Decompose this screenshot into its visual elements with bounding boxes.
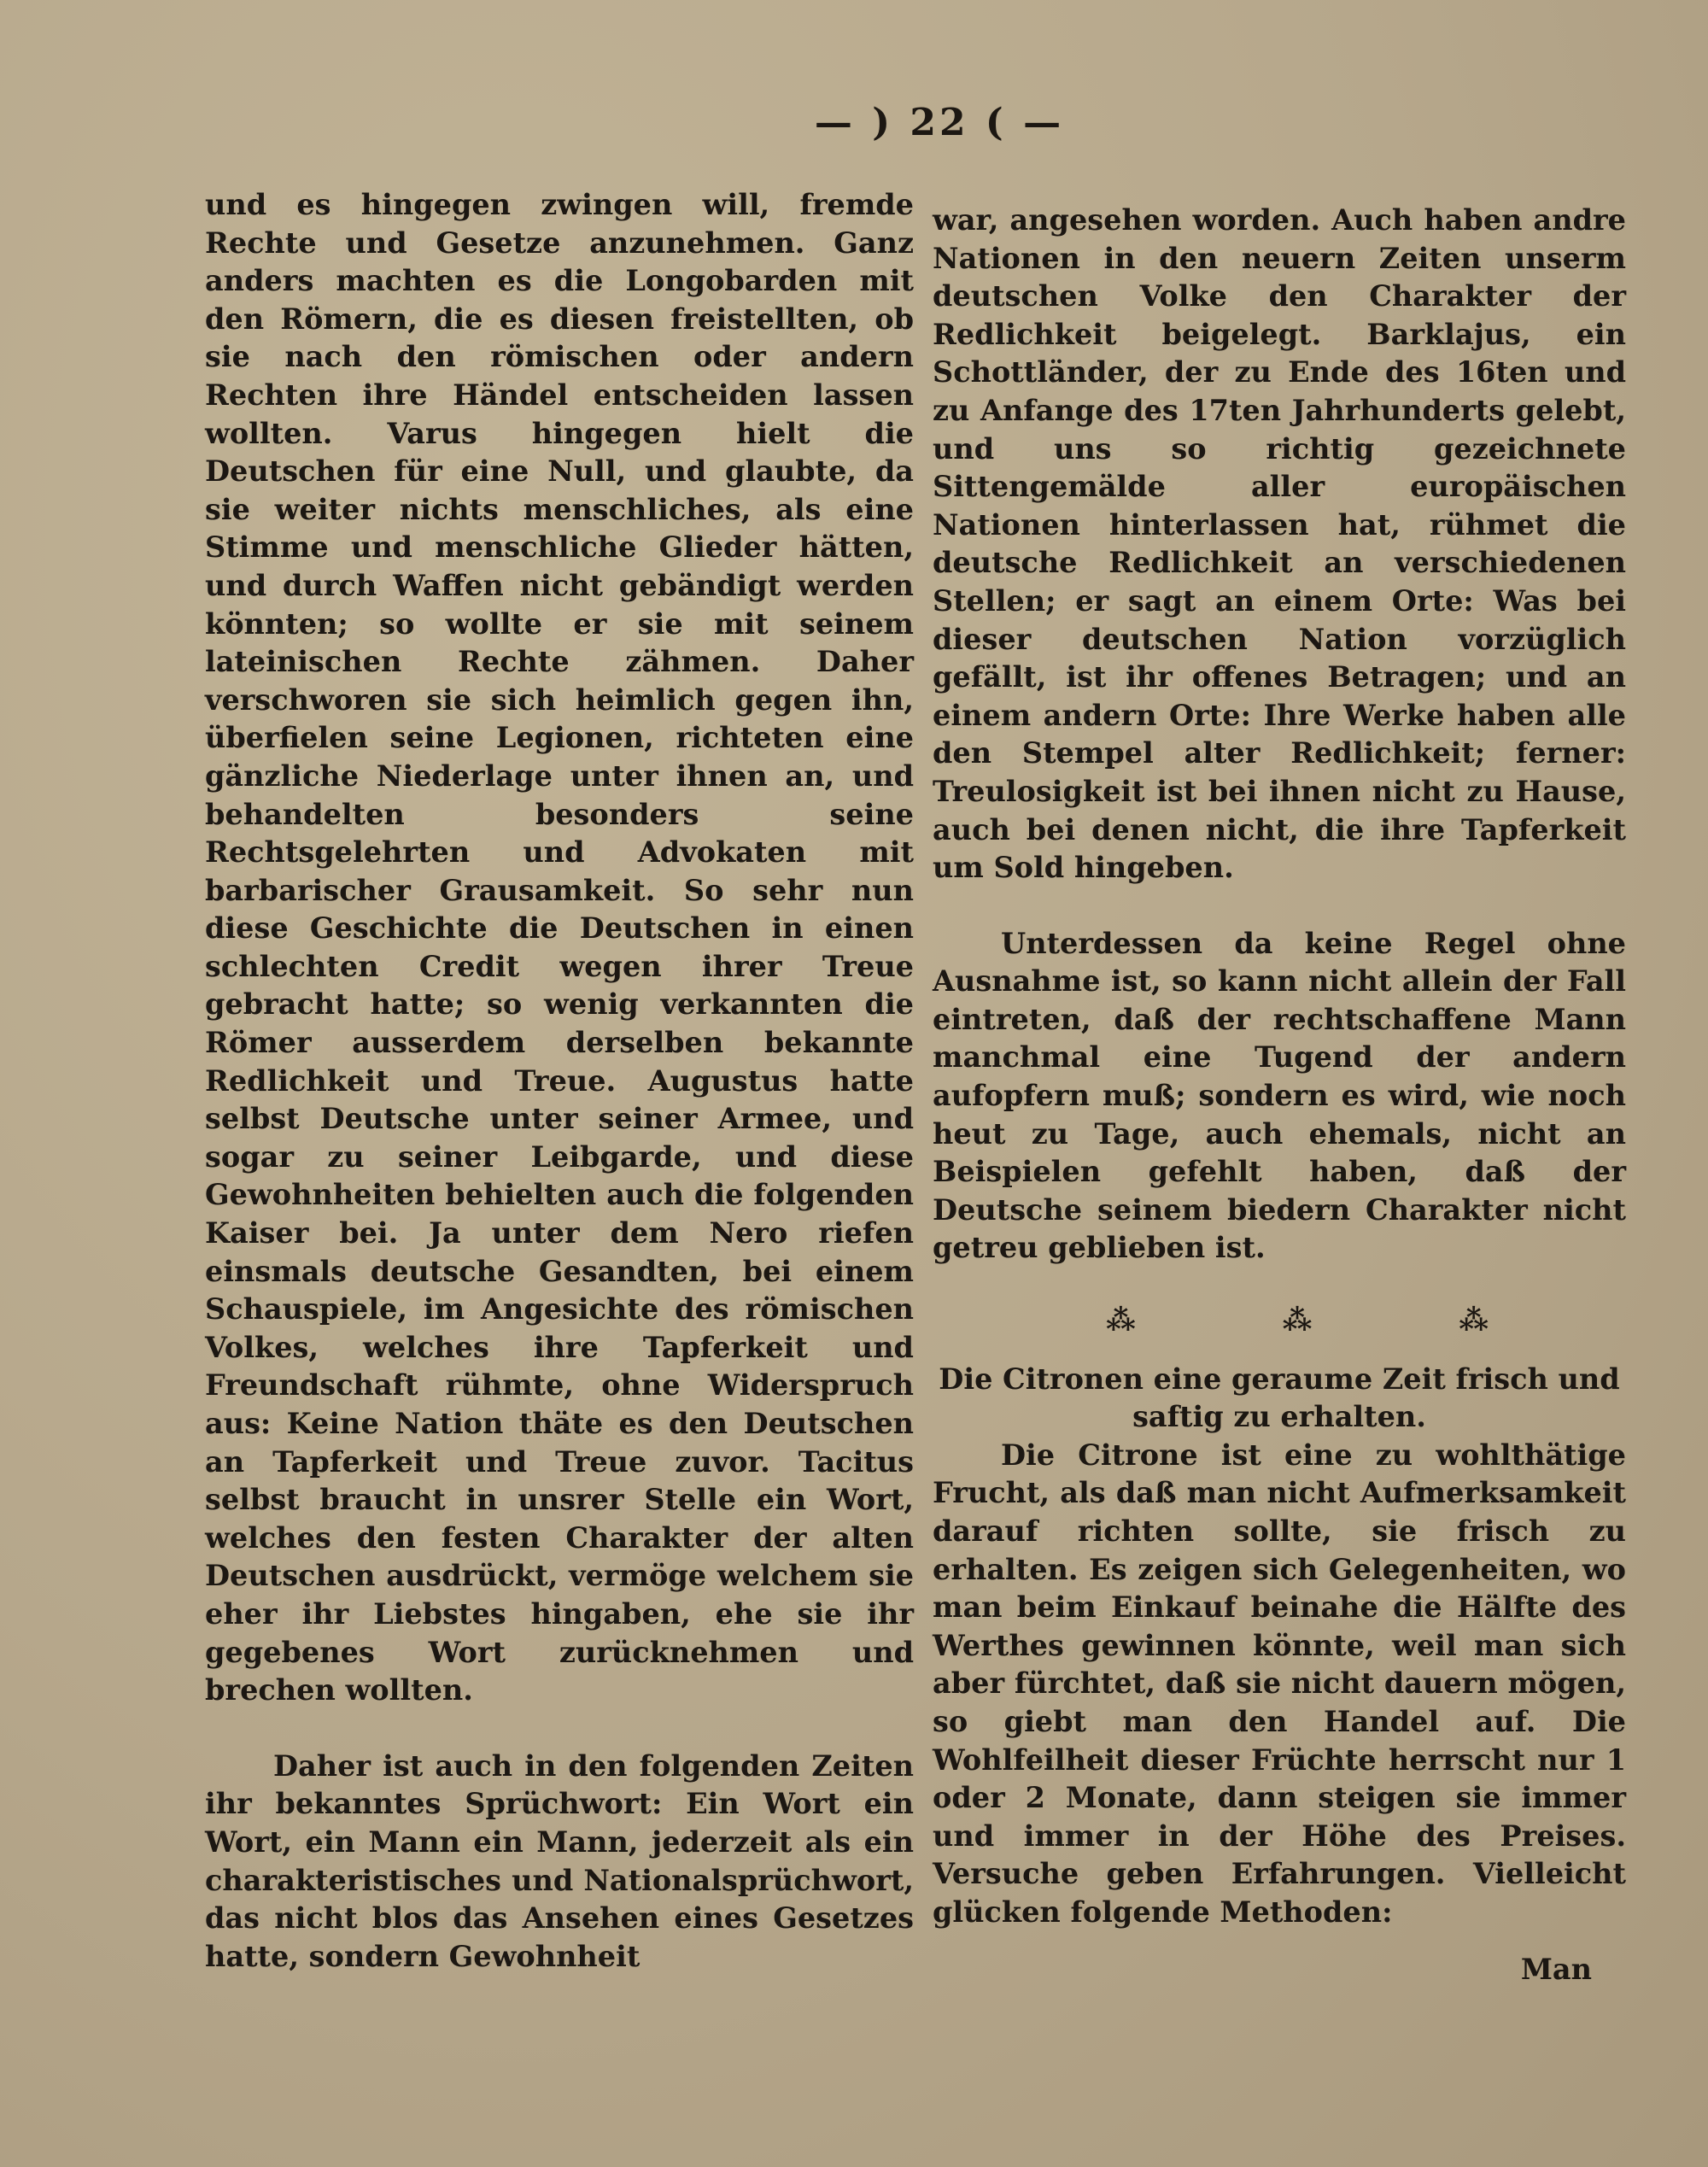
left-column bbox=[205, 186, 914, 1976]
left-paragraph-2: Daher ist auch in den folgenden Zeiten ihr bekanntes Sprüchwort: Ein Wort ein Wort, ein Mann ein Mann, jederzeit als ein charakteristisches und Nationalsprüchwort, das nicht blos das Ansehen eines Gesetzes hatte, sondern Gewohnheit bbox=[205, 1748, 914, 1973]
left-paragraph-1: und es hingegen zwingen will, fremde Rechte und Gesetze anzunehmen. Ganz anders machten es die Longobarden mit den Römern, die es diesen freistellten, ob sie nach den römischen oder andern Rechten ihre Händel entscheiden lassen wollten. Varus hingegen hielt die Deutschen für eine Null, und glaubte, da sie weiter nichts menschliches, als eine Stimme und menschliche Glieder hätten, und durch Waffen nicht gebändigt werden könnten; so wollte er sie mit seinem lateinischen Rechte zähmen. Daher verschworen sie sich heimlich gegen ihn, überfielen seine Legionen, richteten eine gänzliche Niederlage unter ihnen an, und behandelten besonders seine Rechtsgelehrten und Advokaten mit barbarischer Grausamkeit. So sehr nun diese Geschichte die Deutschen in einen schlechten Credit wegen ihrer Treue gebracht hatte; so wenig verkannten die Römer ausserdem derselben bekannte Redlichkeit und Treue. Augustus hatte selbst Deutsche unter seiner Armee, und sogar zu seiner Leibgarde, und diese Gewohnheiten behielten auch die folgenden Kaiser bei. Ja unter dem Nero riefen einsmals deutsche Gesandten, bei einem Schauspiele, im Angesichte des römischen Volkes, welches ihre Tapferkeit und Freundschaft rühmte, ohne Widerspruch aus: Keine Nation thäte es den Deutschen an Tapferkeit und Treue zuvor. Tacitus selbst braucht in unsrer Stelle ein Wort, welches den festen Charakter der alten Deutschen ausdrückt, vermöge welchem sie eher ihr Liebstes hingaben, ehe sie ihr gegebenes Wort zurücknehmen und brechen wollten. bbox=[205, 188, 914, 1707]
article-heading: Die Citronen eine geraume Zeit frisch und saftig zu erhalten. bbox=[939, 1362, 1620, 1434]
asterism-1: ⁂ bbox=[1105, 1303, 1141, 1338]
asterism-3: ⁂ bbox=[1459, 1303, 1494, 1338]
right-paragraph-1: war, angesehen worden. Auch haben andre Nationen in den neuern Zeiten unserm deutschen Volke den Charakter der Redlichkeit beigelegt. Barklajus, ein Schottländer, der zu Ende des 16ten und zu Anfange des 17ten Jahrhunderts gelebt, und uns so richtig gezeichnete Sittengemälde aller europäischen Nationen hinterlassen hat, rühmet die deutsche Redlichkeit an verschiedenen Stellen; er sagt an einem Orte: Was bei dieser deutschen Nation vorzüglich gefällt, ist ihr offenes Betragen; und an einem andern Orte: Ihre Werke haben alle den Stempel alter Redlichkeit; ferner: Treulosigkeit ist bei ihnen nicht zu Hause, auch bei denen nicht, die ihre Tapferkeit um Sold hingeben. bbox=[933, 203, 1626, 885]
right-paragraph-2: Unterdessen da keine Regel ohne Ausnahme ist, so kann nicht allein der Fall eintreten, daß der rechtschaffene Mann manchmal eine Tugend der andern aufopfern muß; sondern es wird, wie noch heut zu Tage, auch ehemals, nicht an Beispielen gefehlt haben, daß der Deutsche seinem biedern Charakter nicht getreu geblieben ist. bbox=[933, 926, 1626, 1265]
page-number-header: — ) 22 ( — bbox=[814, 101, 1065, 144]
right-column bbox=[933, 202, 1626, 1988]
catchword: Man bbox=[1520, 1952, 1592, 1986]
section-divider-stars bbox=[1035, 1302, 1565, 1340]
article-body: Die Citrone ist eine zu wohlthätige Frucht, als daß man nicht Aufmerksamkeit darauf richten sollte, sie frisch zu erhalten. Es zeigen sich Gelegenheiten, wo man beim Einkauf beinahe die Hälfte des Werthes gewinnen könnte, weil man sich aber fürchtet, daß sie nicht dauern mögen, so giebt man den Handel auf. Die Wohlfeilheit dieser Früchte herrscht nur 1 oder 2 Monate, dann steigen sie immer und immer in der Höhe des Preises. Versuche geben Erfahrungen. Vielleicht glücken folgende Methoden: bbox=[933, 1438, 1626, 1929]
asterism-2: ⁂ bbox=[1282, 1303, 1318, 1338]
